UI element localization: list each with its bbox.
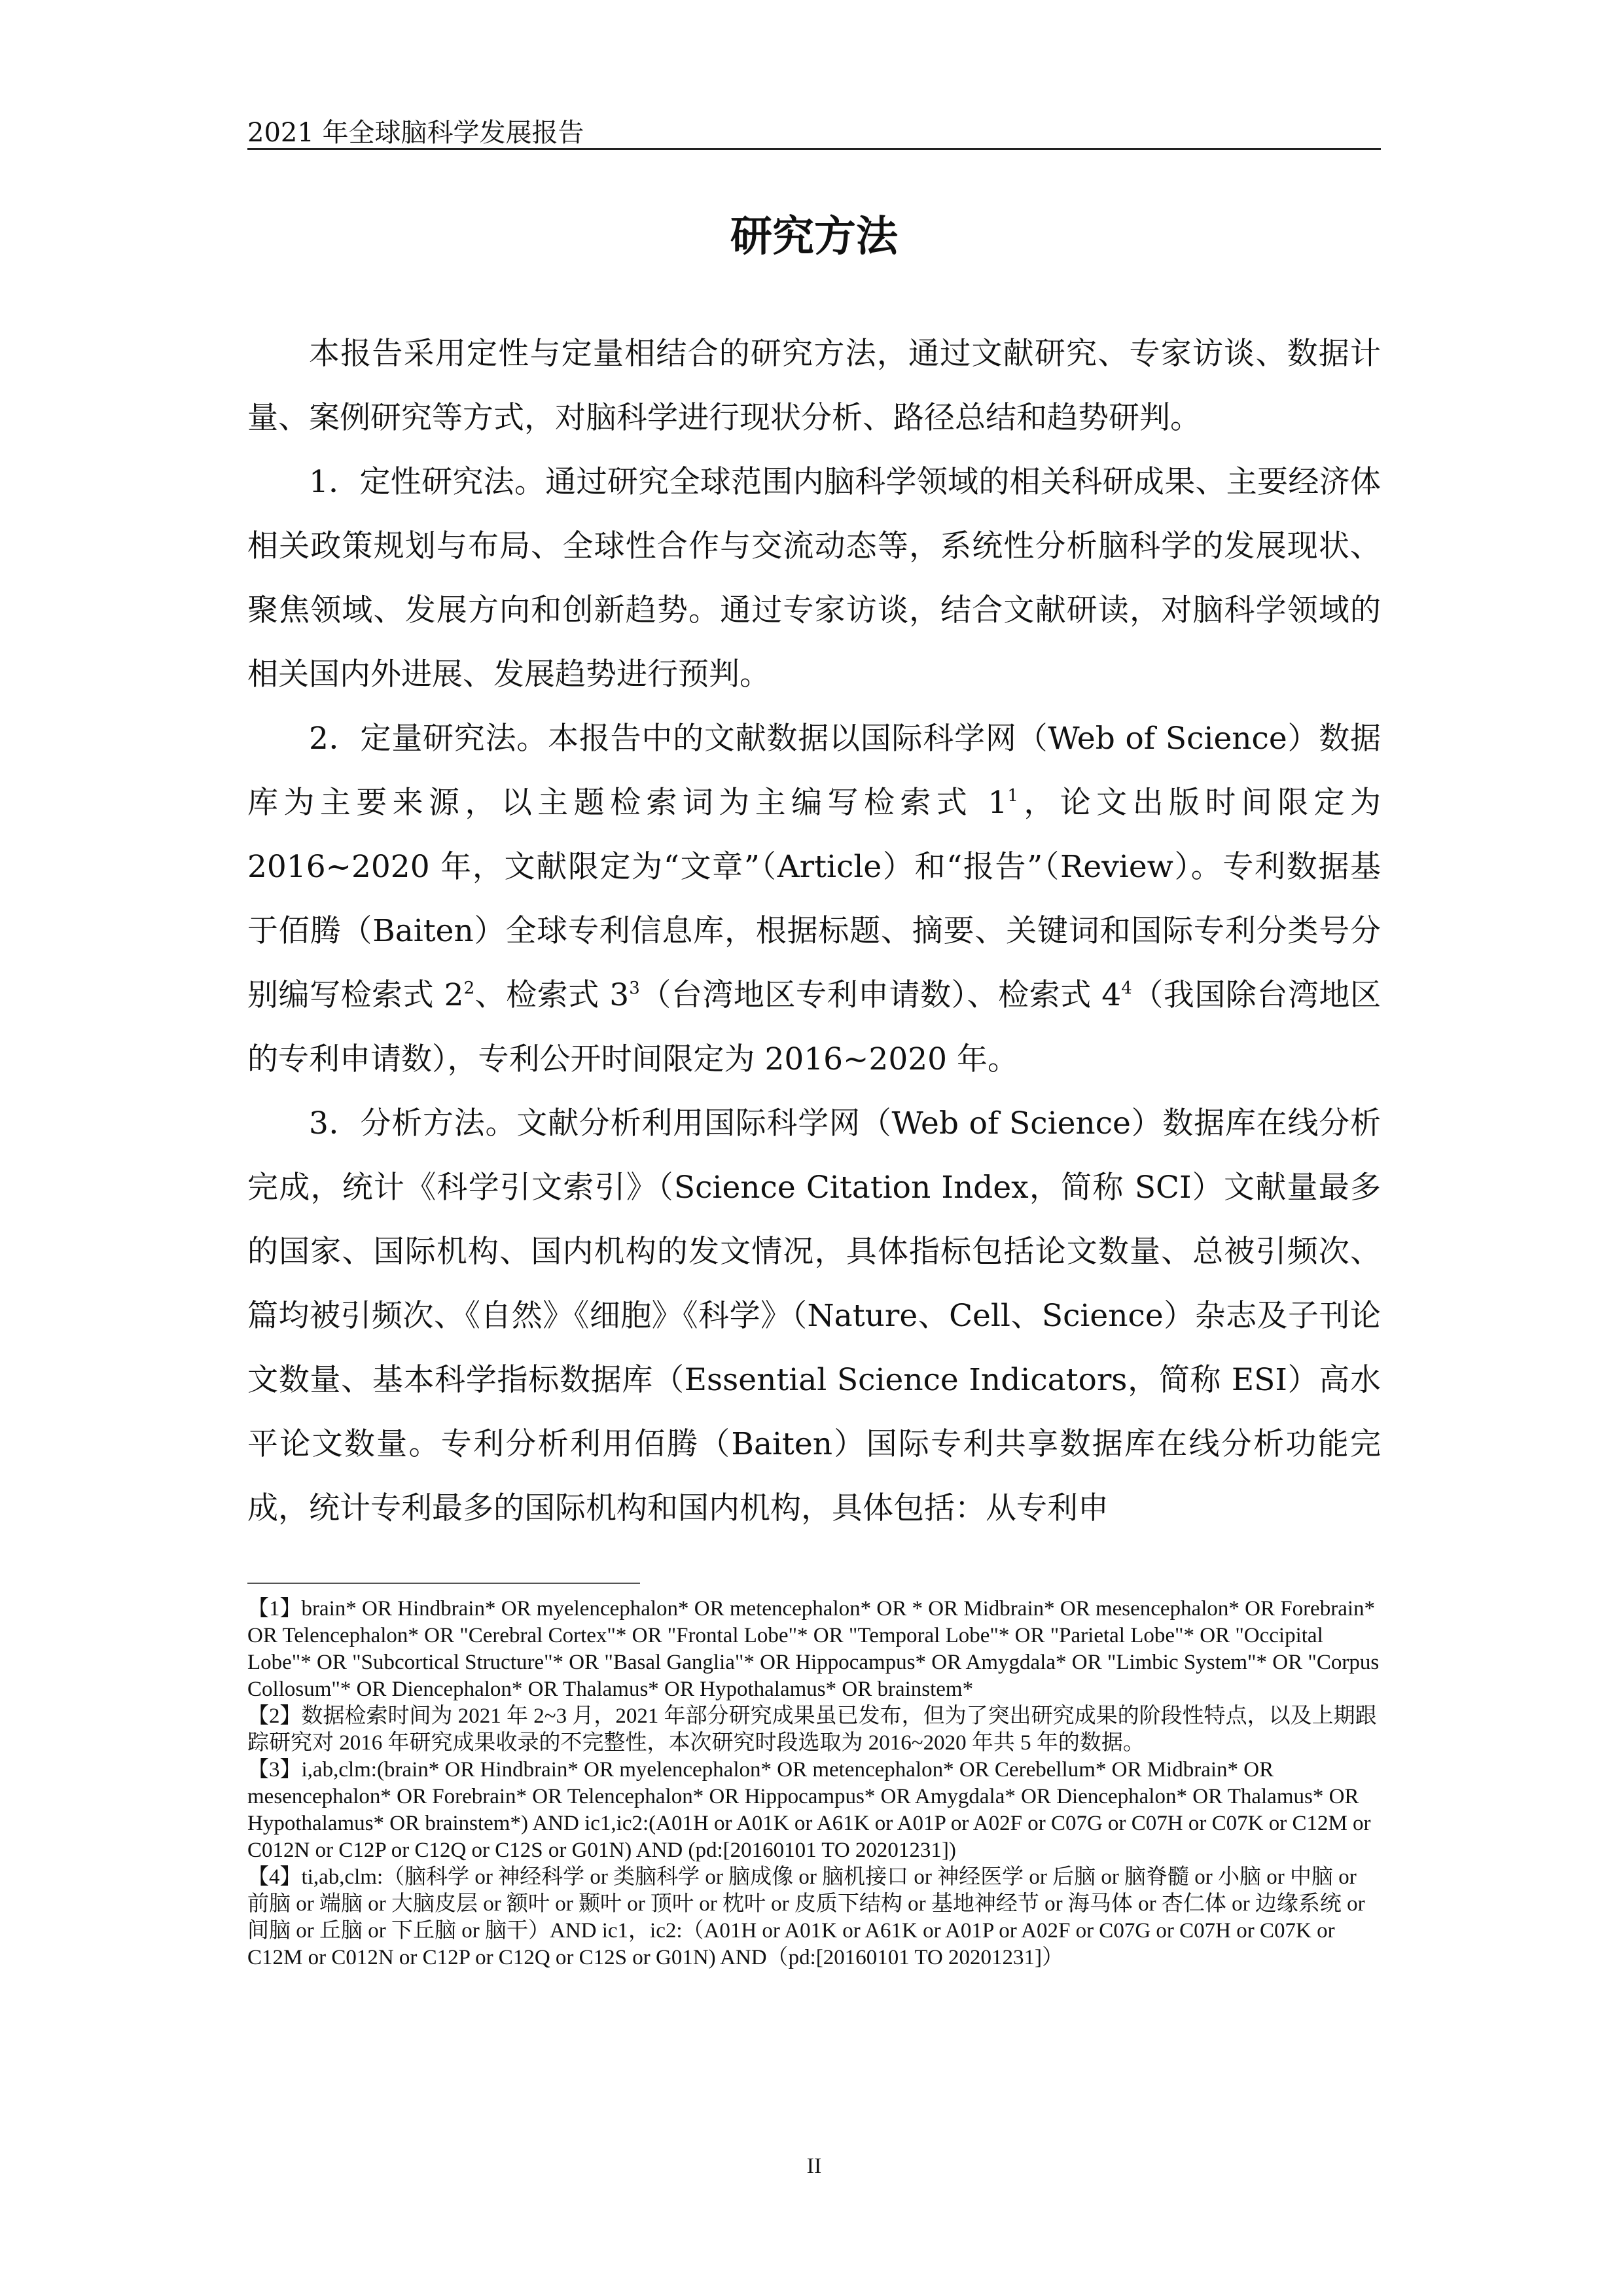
paragraph-analysis: 3．分析方法。文献分析利用国际科学网（Web of Science）数据库在线分析完成，统计《科学引文索引》（Science Citation Index，简称 SCI）文献量最多的国家、国际机构、国内机构的发文情况，具体指标包括论文数量、总被引频次、篇均被引频次、《自然》《细胞》《科学》（Nature、Cell、Science）杂志及子刊论文数量、基本科学指标数据库（Essential Science Indicators，简称 ESI）高水平论文数量。专利分析利用佰腾（Baiten）国际专利共享数据库在线分析功能完成，统计专利最多的国际机构和国内机构，具体包括：从专利申 <box>247 1105 1381 1526</box>
running-header: 2021 年全球脑科学发展报告 <box>247 118 584 148</box>
footnote-ref-2[interactable]: 2 <box>463 978 475 998</box>
paragraph-text: （台湾地区专利申请数）、检索式 4 <box>639 977 1122 1013</box>
footnote-divider <box>247 1583 640 1584</box>
footnotes <box>247 1596 1381 1971</box>
footnote-ref-3[interactable]: 3 <box>629 978 640 998</box>
footnote-ref-4[interactable]: 4 <box>1121 978 1132 998</box>
paragraph-text: 、检索式 3 <box>474 977 630 1013</box>
page-title: 研究方法 <box>730 213 898 261</box>
paragraph-text: ，论文出版时间限定为 2016~2020 年，文献限定为“文章”（Article）和“报告”（Review）。专利数据基于佰腾（Baiten）全球专利信息库，根据标题、摘要、关键词和国际专利分类号分别编写检索式 2 <box>247 785 1382 1013</box>
page-number: II <box>806 2154 822 2178</box>
paragraph-text: （我国除台湾地区的专利申请数），专利公开时间限定为 2016~2020 年。 <box>247 977 1382 1077</box>
paragraph-intro: 本报告采用定性与定量相结合的研究方法，通过文献研究、专家访谈、数据计量、案例研究等方式，对脑科学进行现状分析、路径总结和趋势研判。 <box>247 336 1381 436</box>
paragraph-text: 2．定量研究法。本报告中的文献数据以国际科学网（Web of Science）数据库为主要来源，以主题检索词为主编写检索式 1 <box>247 721 1381 821</box>
footnote-1: 【1】brain* OR Hindbrain* OR myelencephalon* OR metencephalon* OR * OR Midbrain* OR mesencephalon* OR Forebrain* OR Telencephalon* OR "Cerebral Cortex"* OR "Frontal Lobe"* OR "Temporal Lobe"* OR "Parietal Lobe"* OR "Occipital Lobe"* OR "Subcortical Structure"* OR "Basal Ganglia"* OR Hippocampus* OR Amygdala* OR "Limbic System"* OR "Corpus Collosum"* OR Diencephalon* OR Thalamus* OR Hypothalamus* OR brainstem* <box>247 1597 1380 1701</box>
footnote-2: 【2】数据检索时间为 2021 年 2~3 月，2021 年部分研究成果虽已发布，但为了突出研究成果的阶段性特点，以及上期跟踪研究对 2016 年研究成果收录的不完整性，本次研究时段选取为 2016~2020 年共 5 年的数据。 <box>247 1704 1377 1755</box>
footnote-ref-1[interactable]: 1 <box>1007 786 1018 806</box>
paragraph-quantitative <box>247 707 1381 1092</box>
body-text <box>247 322 1381 1541</box>
footnote-4: 【4】ti,ab,clm:（脑科学 or 神经科学 or 类脑科学 or 脑成像 or 脑机接口 or 神经医学 or 后脑 or 脑脊髓 or 小脑 or 中脑 or 前脑 or 端脑 or 大脑皮层 or 额叶 or 颞叶 or 顶叶 or 枕叶 or 皮质下结构 or 基地神经节 or 海马体 or 杏仁体 or 边缘系统 or 间脑 or 丘脑 or 下丘脑 or 脑干）AND ic1，ic2:（A01H or A01K or A61K or A01P or A02F or C07G or C07H or C07K or C12M or C012N or C12P or C12Q or C12S or G01N) AND（pd:[20160101 TO 20201231]） <box>247 1865 1365 1969</box>
header-divider <box>247 148 1381 150</box>
paragraph-qualitative: 1．定性研究法。通过研究全球范围内脑科学领域的相关科研成果、主要经济体相关政策规划与布局、全球性合作与交流动态等，系统性分析脑科学的发展现状、聚焦领域、发展方向和创新趋势。通过专家访谈，结合文献研读，对脑科学领域的相关国内外进展、发展趋势进行预判。 <box>247 464 1381 692</box>
footnote-3: 【3】i,ab,clm:(brain* OR Hindbrain* OR myelencephalon* OR metencephalon* OR Cerebellum* OR Midbrain* OR mesencephalon* OR Forebrain* OR Telencephalon* OR Hippocampus* OR Amygdala* OR Diencephalon* OR Thalamus* OR Hypothalamus* OR brainstem*) AND ic1,ic2:(A01H or A01K or A61K or A01P or A02F or C07G or C07H or C07K or C12M or C012N or C12P or C12Q or C12S or G01N) AND (pd:[20160101 TO 20201231]) <box>247 1758 1371 1862</box>
